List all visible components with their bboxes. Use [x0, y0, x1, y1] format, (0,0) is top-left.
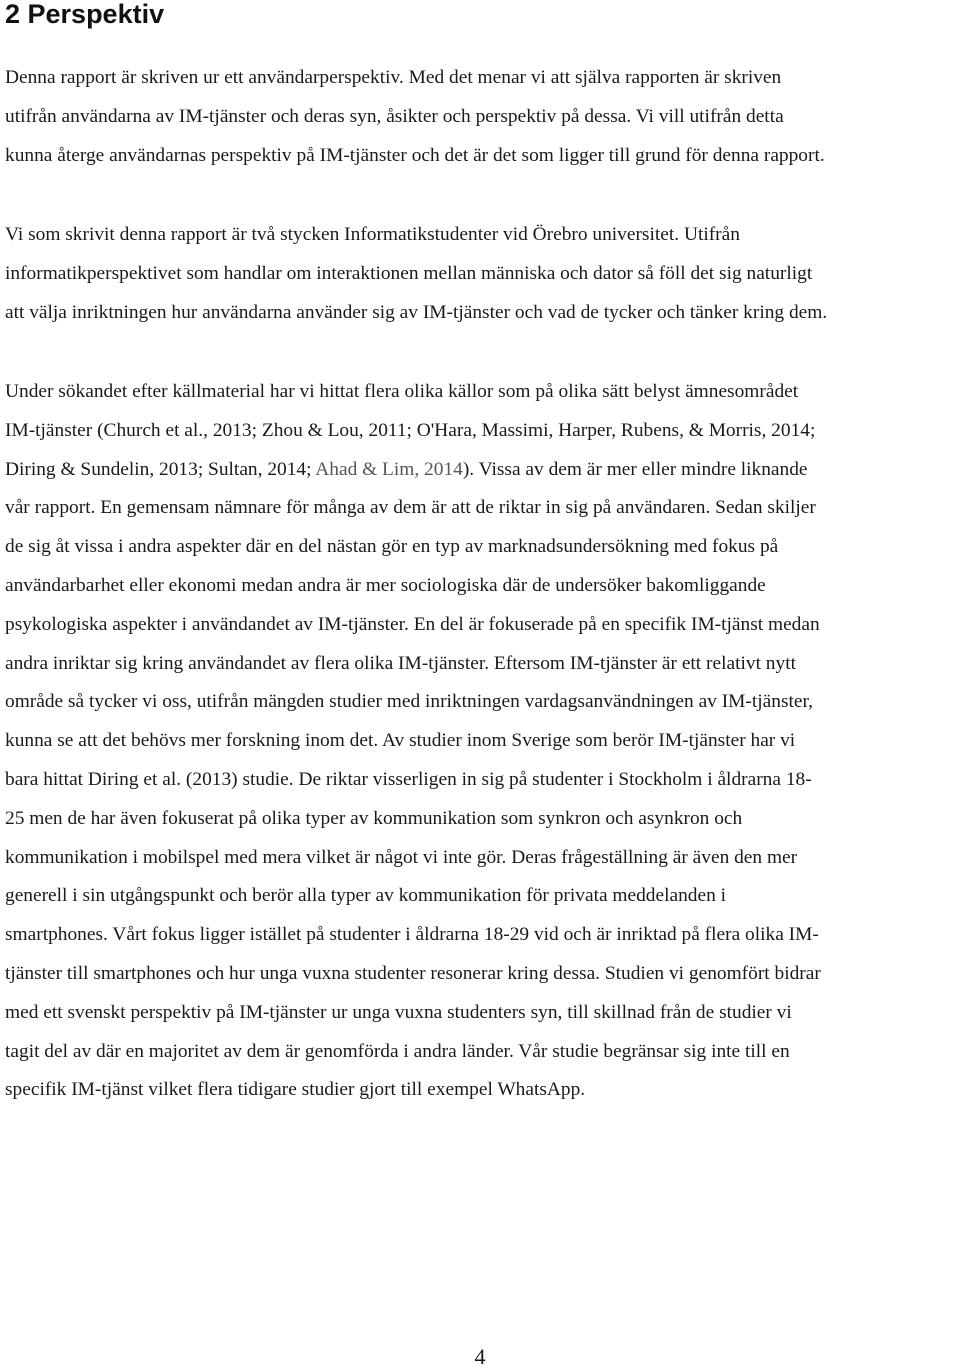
- text-segment: Diring & Sundelin, 2013; Sultan, 2014;: [5, 458, 316, 480]
- text-segment: ). Vissa av dem är mer eller mindre liknande: [462, 458, 808, 480]
- paragraph-2: [5, 216, 827, 332]
- text-line: att välja inriktningen hur användarna använder sig av IM-tjänster och vad de tycker och tänker kring dem.: [5, 301, 828, 323]
- text-line: område så tycker vi oss, utifrån mängden studier med inriktningen vardagsanvändningen av IM-tjänster,: [5, 691, 814, 713]
- text-line: användarbarhet eller ekonomi medan andra är mer sociologiska där de undersöker bakomliggande: [5, 574, 766, 596]
- text-line: 25 men de har även fokuserat på olika typer av kommunikation som synkron och asynkron och: [5, 807, 743, 829]
- text-line: andra inriktar sig kring användandet av flera olika IM-tjänster. Eftersom IM-tjänster är ett relativt nytt: [5, 652, 796, 674]
- text-line: kunna återge användarnas perspektiv på IM-tjänster och det är det som ligger till grund för denna rapport.: [5, 144, 825, 166]
- text-line-with-citation: [5, 451, 821, 490]
- text-line: generell i sin utgångspunkt och berör alla typer av kommunikation för privata meddelanden i: [5, 885, 727, 907]
- text-line: Under sökandet efter källmaterial har vi hittat flera olika källor som på olika sätt belyst ämnesområdet: [5, 381, 799, 402]
- page-number: 4: [474, 1344, 486, 1369]
- text-line: kommunikation i mobilspel med mera vilket är något vi inte gör. Deras frågeställning är även den mer: [5, 846, 798, 868]
- text-line: specifik IM-tjänst vilket flera tidigare studier gjort till exempel WhatsApp.: [5, 1079, 586, 1101]
- paragraph-1: [5, 59, 825, 175]
- text-line: med ett svenskt perspektiv på IM-tjänster ur unga vuxna studenters syn, till skillnad från de studier vi: [5, 1001, 792, 1023]
- text-line: tjänster till smartphones och hur unga vuxna studenter resonerar kring dessa. Studien vi genomfört bidrar: [5, 962, 821, 984]
- text-line: kunna se att det behövs mer forskning inom det. Av studier inom Sverige som berör IM-tjänster har vi: [5, 730, 796, 752]
- text-line: informatikperspektivet som handlar om interaktionen mellan människa och dator så föll det sig naturligt: [5, 262, 813, 284]
- text-line: smartphones. Vårt fokus ligger istället på studenter i åldrarna 18-29 vid och är inriktad på flera olika IM-: [5, 924, 819, 946]
- paragraph-3: [5, 373, 821, 1110]
- text-line: utifrån användarna av IM-tjänster och deras syn, åsikter och perspektiv på dessa. Vi vill utifrån detta: [5, 105, 784, 127]
- text-line: vår rapport. En gemensam nämnare för många av dem är att de riktar in sig på användaren. Sedan skiljer: [5, 497, 816, 519]
- text-line: IM-tjänster (Church et al., 2013; Zhou & Lou, 2011; O'Hara, Massimi, Harper, Rubens, & Morris, 2014;: [5, 419, 816, 441]
- text-line: bara hittat Diring et al. (2013) studie. De riktar visserligen in sig på studenter i Stockholm i åldrarna 18-: [5, 768, 812, 790]
- text-line: tagit del av där en majoritet av dem är genomförda i andra länder. Vår studie begränsar sig inte till en: [5, 1040, 790, 1062]
- text-line: Denna rapport är skriven ur ett användarperspektiv. Med det menar vi att själva rapporten är skriven: [5, 67, 782, 88]
- text-line: Vi som skrivit denna rapport är två stycken Informatikstudenter vid Örebro universitet. Utifrån: [5, 224, 740, 245]
- citation-ahad-lim: Ahad & Lim, 2014: [315, 458, 463, 480]
- page-title: 2 Perspektiv: [5, 0, 165, 29]
- text-line: psykologiska aspekter i användandet av IM-tjänster. En del är fokuserade på en specifik IM-tjänst medan: [5, 613, 820, 635]
- text-line: de sig åt vissa i andra aspekter där en del nästan gör en typ av marknadsundersökning med fokus på: [5, 536, 779, 558]
